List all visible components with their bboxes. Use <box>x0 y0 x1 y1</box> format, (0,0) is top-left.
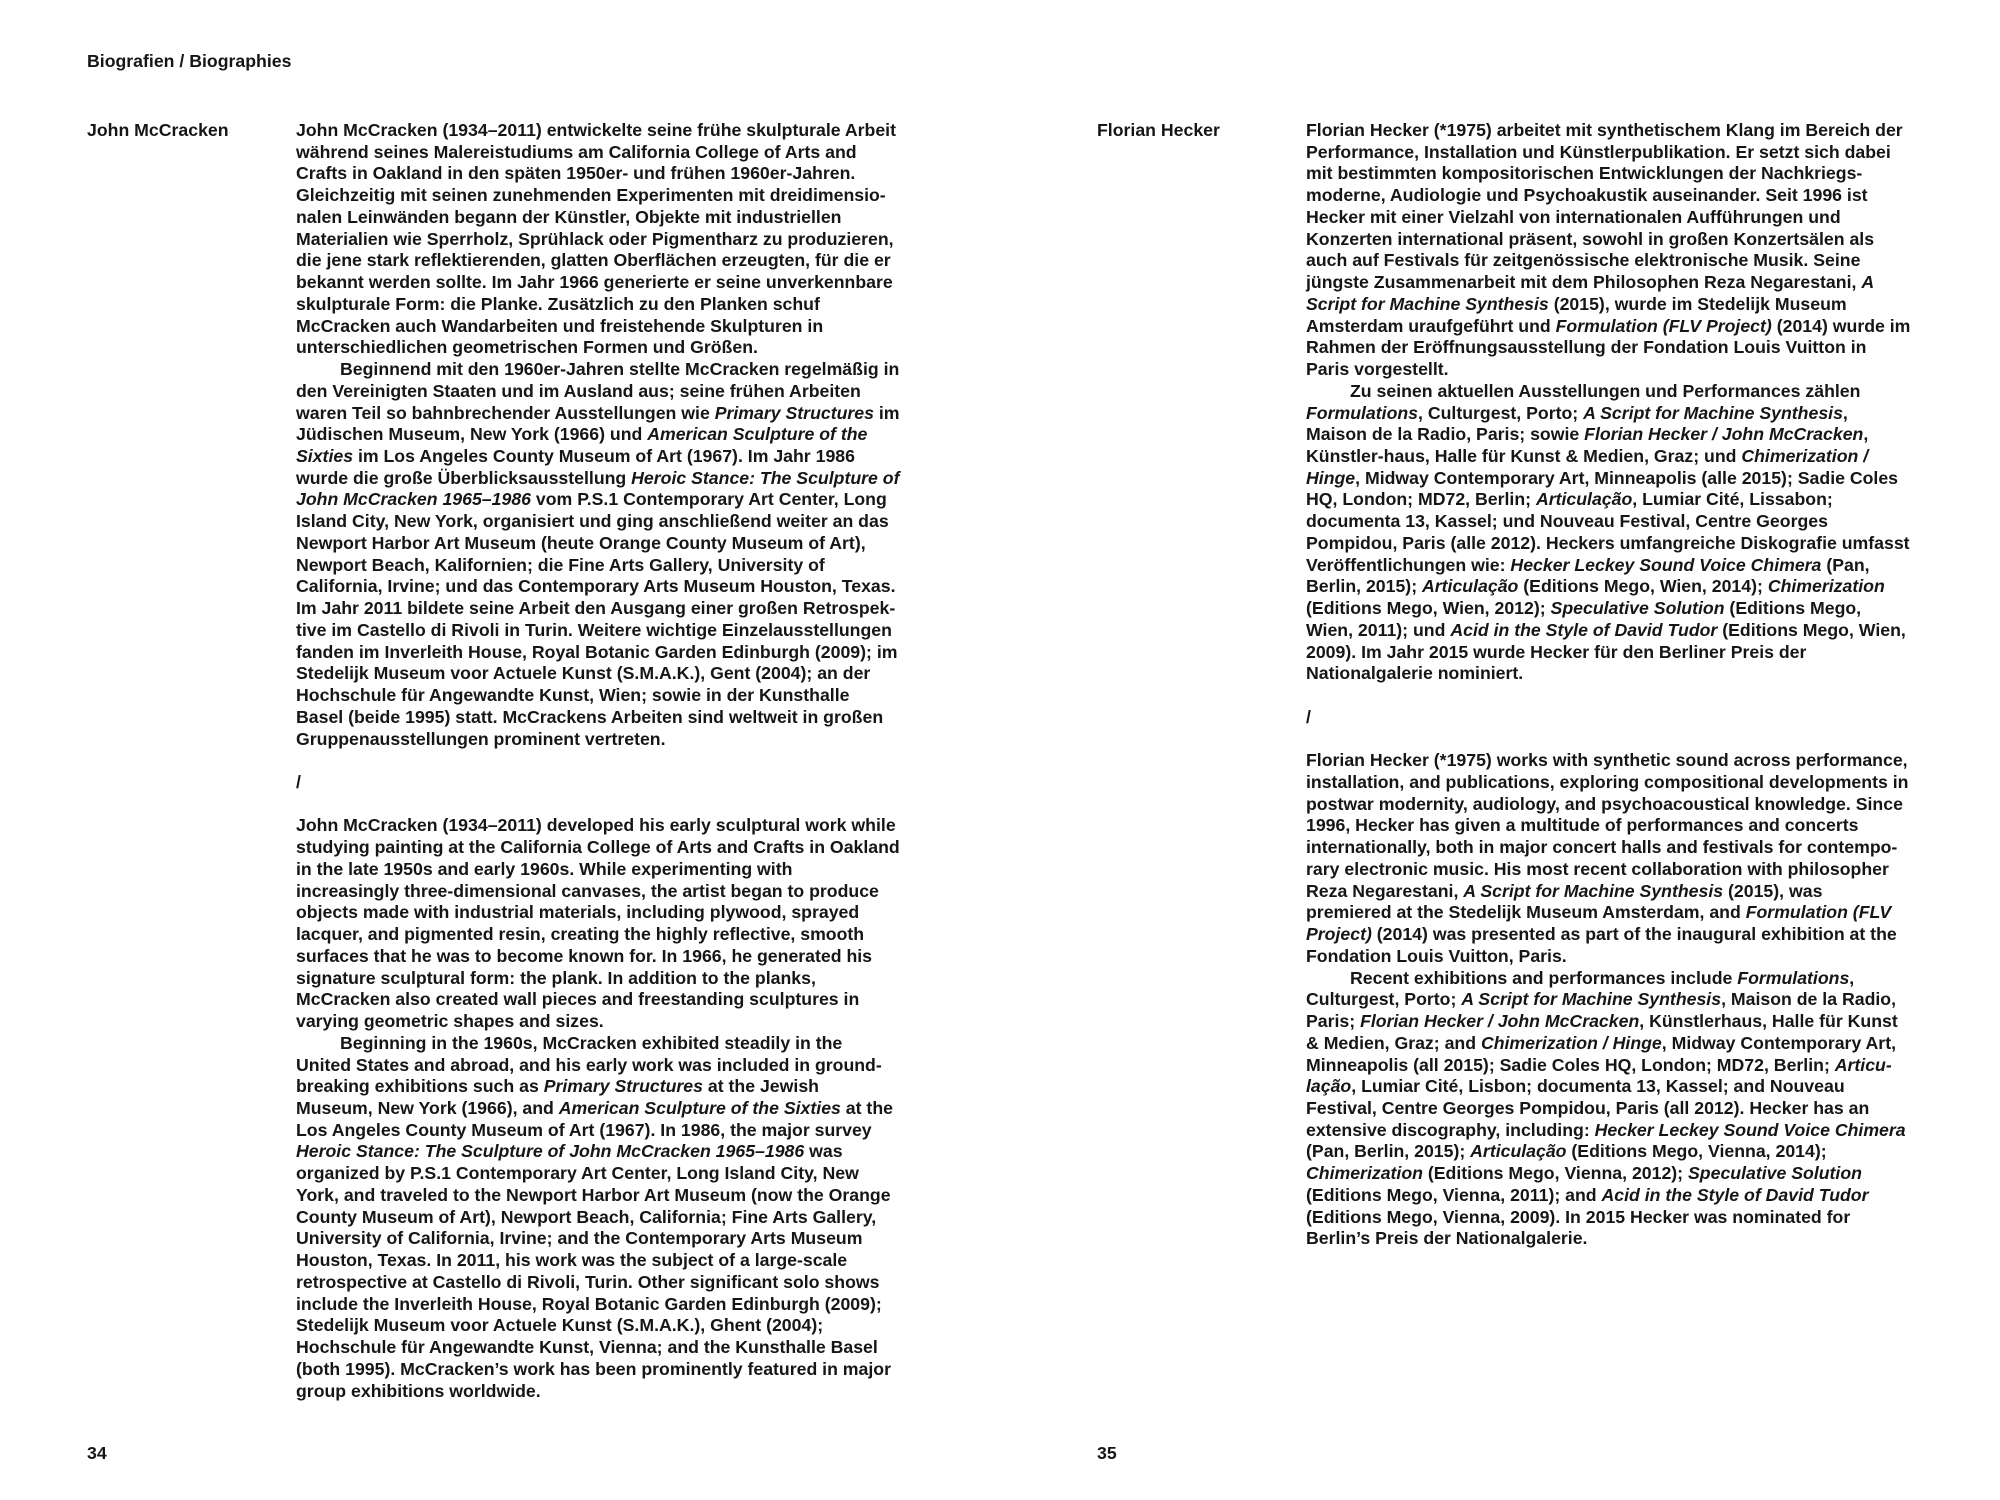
bio-paragraph-en-1: John McCracken (1934–2011) developed his early sculptural work while studying painting at the California College of Arts and Crafts in Oakland in the late 1950s and early 1960s. While experimenting with increasingly three-dimensional canvases, the artist began to produce objects made with industrial materials, including plywood, sprayed lacquer, and pigmented resin, creating the highly reflective, smooth surfaces that he was to become known for. In 1966, he generated his signature sculptural form: the plank. In addition to the planks, McCracken also created wall pieces and freestanding sculptures in varying geometric shapes and sizes. <box>296 815 900 1032</box>
artist-name-mccracken: John McCracken <box>87 120 229 140</box>
bio-paragraph-en-2: Beginning in the 1960s, McCracken exhibited steadily in the United States and abroad, and his early work was included in ground-breaking exhibitions such as Primary Structures at the Jewish Museum, New York (1966), and American Sculpture of the Sixties at the Los Angeles County Museum of Art (1967). In 1986, the major survey Heroic Stance: The Sculpture of John McCracken 1965–1986 was organized by P.S.1 Contemporary Art Center, Long Island City, New York, and traveled to the Newport Harbor Art Museum (now the Orange County Museum of Art), Newport Beach, California; Fine Arts Gallery, University of California, Irvine; and the Contemporary Arts Museum Houston, Texas. In 2011, his work was the subject of a large-scale retrospective at Castello di Rivoli, Turin. Other significant solo shows include the Inverleith House, Royal Botanic Garden Edinburgh (2009); Stedelijk Museum voor Actuele Kunst (S.M.A.K.), Ghent (2004); Hochschule für Angewandte Kunst, Vienna; and the Kunsthalle Basel (both 1995). McCracken’s work has been prominently featured in major group exhibitions worldwide. <box>296 1032 893 1401</box>
biography-hecker <box>1306 120 1912 1250</box>
language-separator: / <box>1306 706 1311 727</box>
bio-paragraph-de-2: Beginnend mit den 1960er-Jahren stellte McCracken regelmäßig in den Vereinigten Staaten und im Ausland aus; seine frühen Arbeiten waren Teil so bahnbrechender Ausstellungen wie Primary Structures im Jüdischen Museum, New York (1966) und American Sculpture of the Sixties im Los Angeles County Museum of Art (1967). Im Jahr 1986 wurde die große Überblicksausstellung Heroic Stance: The Sculpture of John McCracken 1965–1986 vom P.S.1 Contemporary Art Center, Long Island City, New York, organisiert und ging anschließend weiter an das Newport Harbor Art Museum (heute Orange County Museum of Art), Newport Beach, Kalifornien; die Fine Arts Gallery, University of California, Irvine; und das Contemporary Arts Museum Houston, Texas. Im Jahr 2011 bildete seine Arbeit den Ausgang einer großen Retrospek-tive im Castello di Rivoli in Turin. Weitere wichtige Einzelausstellungen fanden im Inverleith House, Royal Botanic Garden Edinburgh (2009); im Stedelijk Museum voor Actuele Kunst (S.M.A.K.), Gent (2004); an der Hochschule für Angewandte Kunst, Wien; sowie in der Kunsthalle Basel (beide 1995) statt. McCrackens Arbeiten sind weltweit in großen Gruppenausstellungen prominent vertreten. <box>296 359 900 749</box>
biography-mccracken <box>296 120 900 1402</box>
bio-paragraph-de-1: John McCracken (1934–2011) entwickelte seine frühe skulpturale Arbeit während seines Malereistudiums am California College of Arts and Crafts in Oakland in den späten 1950er- und frühen 1960er-Jahren. Gleichzeitig mit seinen zunehmenden Experimenten mit dreidimensio-nalen Leinwänden begann der Künstler, Objekte mit industriellen Materialien wie Sperrholz, Sprühlack oder Pigmentharz zu produzieren, die jene stark reflektierenden, glatten Oberflächen erzeugten, für die er bekannt werden sollte. Im Jahr 1966 generierte er seine unverkennbare skulpturale Form: die Planke. Zusätzlich zu den Planken schuf McCracken auch Wandarbeiten und freistehende Skulpturen in unterschiedlichen geometrischen Formen und Größen. <box>296 120 896 358</box>
bio-paragraph-de-2: Zu seinen aktuellen Ausstellungen und Performances zählen Formulations, Culturgest, Porto; A Script for Machine Synthesis, Maison de la Radio, Paris; sowie Florian Hecker / John McCracken, Künstler-haus, Halle für Kunst & Medien, Graz; und Chimerization / Hinge, Midway Contemporary Art, Minneapolis (alle 2015); Sadie Coles HQ, London; MD72, Berlin; Articulação, Lumiar Cité, Lissabon; documenta 13, Kassel; und Nouveau Festival, Centre Georges Pompidou, Paris (alle 2012). Heckers umfangreiche Diskografie umfasst Veröffentlichungen wie: Hecker Leckey Sound Voice Chimera (Pan, Berlin, 2015); Articulação (Editions Mego, Wien, 2014); Chimerization (Editions Mego, Wien, 2012); Speculative Solution (Editions Mego, Wien, 2011); und Acid in the Style of David Tudor (Editions Mego, Wien, 2009). Im Jahr 2015 wurde Hecker für den Berliner Preis der Nationalgalerie nominiert. <box>1306 380 1910 684</box>
bio-paragraph-en-1: Florian Hecker (*1975) works with synthetic sound across performance, installation, and publications, exploring compositional developments in postwar modernity, audiology, and psychoacoustical knowledge. Since 1996, Hecker has given a multitude of performances and concerts internationally, both in major concert halls and festivals for contempo-rary electronic music. His most recent collaboration with philosopher Reza Negarestani, A Script for Machine Synthesis (2015), was premiered at the Stedelijk Museum Amsterdam, and Formulation (FLV Project) (2014) was presented as part of the inaugural exhibition at the Fondation Louis Vuitton, Paris. <box>1306 750 1909 966</box>
bio-paragraph-de-1: Florian Hecker (*1975) arbeitet mit synthetischem Klang im Bereich der Performance, Installation und Künstlerpublikation. Er setzt sich dabei mit bestimmten kompositorischen Entwicklungen der Nachkriegs-moderne, Audiologie und Psychoakustik auseinander. Seit 1996 ist Hecker mit einer Vielzahl von internationalen Aufführungen und Konzerten international präsent, sowohl in großen Konzertsälen als auch auf Festivals für zeitgenössische elektronische Musik. Seine jüngste Zusammenarbeit mit dem Philosophen Reza Negarestani, A Script for Machine Synthesis (2015), wurde im Stedelijk Museum Amsterdam uraufgeführt und Formulation (FLV Project) (2014) wurde im Rahmen der Eröffnungsausstellung der Fondation Louis Vuitton in Paris vorgestellt. <box>1306 120 1911 380</box>
page-number-right: 35 <box>1097 1443 1117 1463</box>
page-number-left: 34 <box>87 1443 107 1463</box>
language-separator: / <box>296 772 301 793</box>
bio-paragraph-en-2: Recent exhibitions and performances include Formulations, Culturgest, Porto; A Script for Machine Synthesis, Maison de la Radio, Paris; Florian Hecker / John McCracken, Künstlerhaus, Halle für Kunst & Medien, Graz; and Chimerization / Hinge, Midway Contemporary Art, Minneapolis (all 2015); Sadie Coles HQ, London; MD72, Berlin; Articu-lação, Lumiar Cité, Lisbon; documenta 13, Kassel; and Nouveau Festival, Centre Georges Pompidou, Paris (all 2012). Hecker has an extensive discography, including: Hecker Leckey Sound Voice Chimera (Pan, Berlin, 2015); Articulação (Editions Mego, Vienna, 2014); Chimerization (Editions Mego, Vienna, 2012); Speculative Solution (Editions Mego, Vienna, 2011); and Acid in the Style of David Tudor (Editions Mego, Vienna, 2009). In 2015 Hecker was nominated for Berlin’s Preis der Nationalgalerie. <box>1306 967 1906 1249</box>
artist-name-hecker: Florian Hecker <box>1097 120 1220 140</box>
running-head: Biografien / Biographies <box>87 51 292 71</box>
